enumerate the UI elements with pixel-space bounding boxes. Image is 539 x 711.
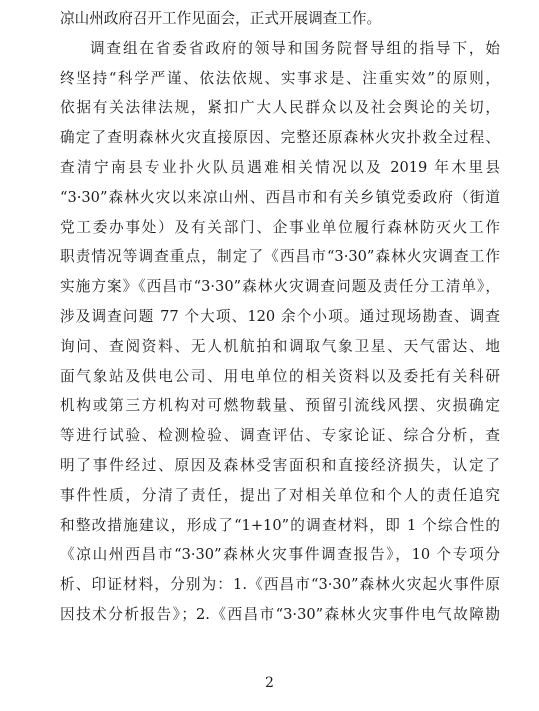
text-line: 查清宁南县专业扑火队员遇难相关情况以及 2019 年木里县 — [60, 158, 500, 176]
text-line: 和整改措施建议，形成了“1+10”的调查材料，即 1 个综合性的 — [60, 516, 500, 534]
text-line: 明了事件经过、原因及森林受害面积和直接经济损失，认定了 — [60, 456, 500, 474]
text-line: 党工委办事处）及有关部门、企事业单位履行森林防灭火工作 — [60, 218, 500, 236]
text-line: 析、印证材料，分别为：1.《西昌市“3·30”森林火灾起火事件原 — [60, 576, 500, 594]
text-line: “3·30”森林火灾以来凉山州、西昌市和有关乡镇党委政府（街道 — [60, 188, 500, 206]
text-line: 因技术分析报告》；2.《西昌市“3·30”森林火灾事件电气故障勘 — [60, 605, 500, 623]
text-line: 《凉山州西昌市“3·30”森林火灾事件调查报告》，10 个专项分 — [60, 546, 500, 564]
text-line: 涉及调查问题 77 个大项、120 余个小项。通过现场勘查、调查 — [60, 307, 500, 325]
text-line: 等进行试验、检测检验、调查评估、专家论证、综合分析，查 — [60, 427, 500, 445]
text-line: 面气象站及供电公司、用电单位的相关资料以及委托有关科研 — [60, 367, 500, 385]
text-line: 询问、查阅资料、无人机航拍和调取气象卫星、天气雷达、地 — [60, 337, 500, 355]
body-text — [60, 4, 500, 630]
text-line: 依据有关法律法规，紧扣广大人民群众以及社会舆论的关切， — [60, 99, 500, 117]
text-line: 调查组在省委省政府的领导和国务院督导组的指导下，始 — [90, 39, 500, 57]
text-line: 确定了查明森林火灾直接原因、完整还原森林火灾扑救全过程、 — [60, 129, 500, 147]
text-line: 事件性质，分清了责任，提出了对相关单位和个人的责任追究 — [60, 486, 500, 504]
text-line: 职责情况等调查重点，制定了《西昌市“3·30”森林火灾调查工作 — [60, 248, 500, 266]
text-line: 凉山州政府召开工作见面会，正式开展调查工作。 — [60, 10, 382, 27]
page-number: 2 — [265, 675, 274, 691]
text-line: 终坚持“科学严谨、依法依规、实事求是、注重实效”的原则， — [60, 69, 500, 87]
text-line: 实施方案》《西昌市“3·30”森林火灾调查问题及责任分工清单》， — [60, 278, 500, 296]
text-line: 机构或第三方机构对可燃物载量、预留引流线风摆、灾损确定 — [60, 397, 500, 415]
